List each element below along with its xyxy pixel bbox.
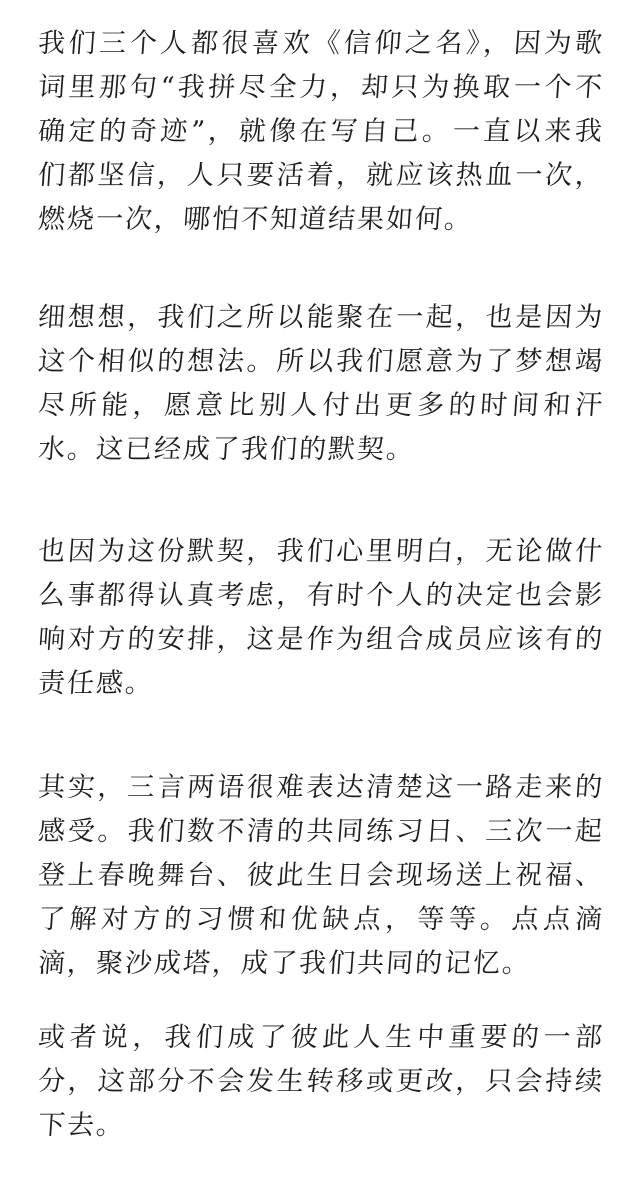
text-line: 响对方的安排，这是作为组合成员应该有的: [36, 624, 606, 655]
paragraph: [38, 766, 604, 986]
paragraph: [38, 1016, 604, 1148]
text-line: 尽所能，愿意比别人付出更多的时间和汗: [36, 390, 606, 421]
paragraph: [38, 296, 604, 472]
text-line: 么事都得认真考虑，有时个人的决定也会影: [36, 580, 606, 611]
text-line: 也因为这份默契，我们心里明白，无论做什: [36, 536, 606, 567]
text-line: 下去。: [36, 1110, 127, 1141]
text-line: 这个相似的想法。所以我们愿意为了梦想竭: [36, 346, 606, 377]
text-line: 或者说，我们成了彼此人生中重要的一部: [36, 1022, 606, 1053]
paragraph: [38, 22, 604, 242]
paragraph: [38, 530, 604, 706]
text-line: 感受。我们数不清的共同练习日、三次一起: [36, 816, 606, 847]
text-line: 责任感。: [36, 668, 156, 699]
text-line: 细想想，我们之所以能聚在一起，也是因为: [36, 302, 606, 333]
text-line: 水。这已经成了我们的默契。: [36, 434, 417, 465]
text-line: 确定的奇迹”，就像在写自己。一直以来我: [36, 116, 606, 147]
text-line: 们都坚信，人只要活着，就应该热血一次，: [36, 160, 606, 191]
text-line: 其实，三言两语很难表达清楚这一路走来的: [36, 772, 606, 803]
text-line: 登上春晚舞台、彼此生日会现场送上祝福、: [36, 860, 606, 891]
text-line: 我们三个人都很喜欢《信仰之名》，因为歌: [36, 28, 606, 59]
text-line: 了解对方的习惯和优缺点，等等。点点滴: [36, 904, 606, 935]
text-line: 滴，聚沙成塔，成了我们共同的记忆。: [36, 948, 533, 979]
text-line: 词里那句“我拼尽全力，却只为换取一个不: [36, 72, 606, 103]
text-line: 分，这部分不会发生转移或更改，只会持续: [36, 1066, 606, 1097]
text-line: 燃烧一次，哪怕不知道结果如何。: [36, 204, 475, 235]
